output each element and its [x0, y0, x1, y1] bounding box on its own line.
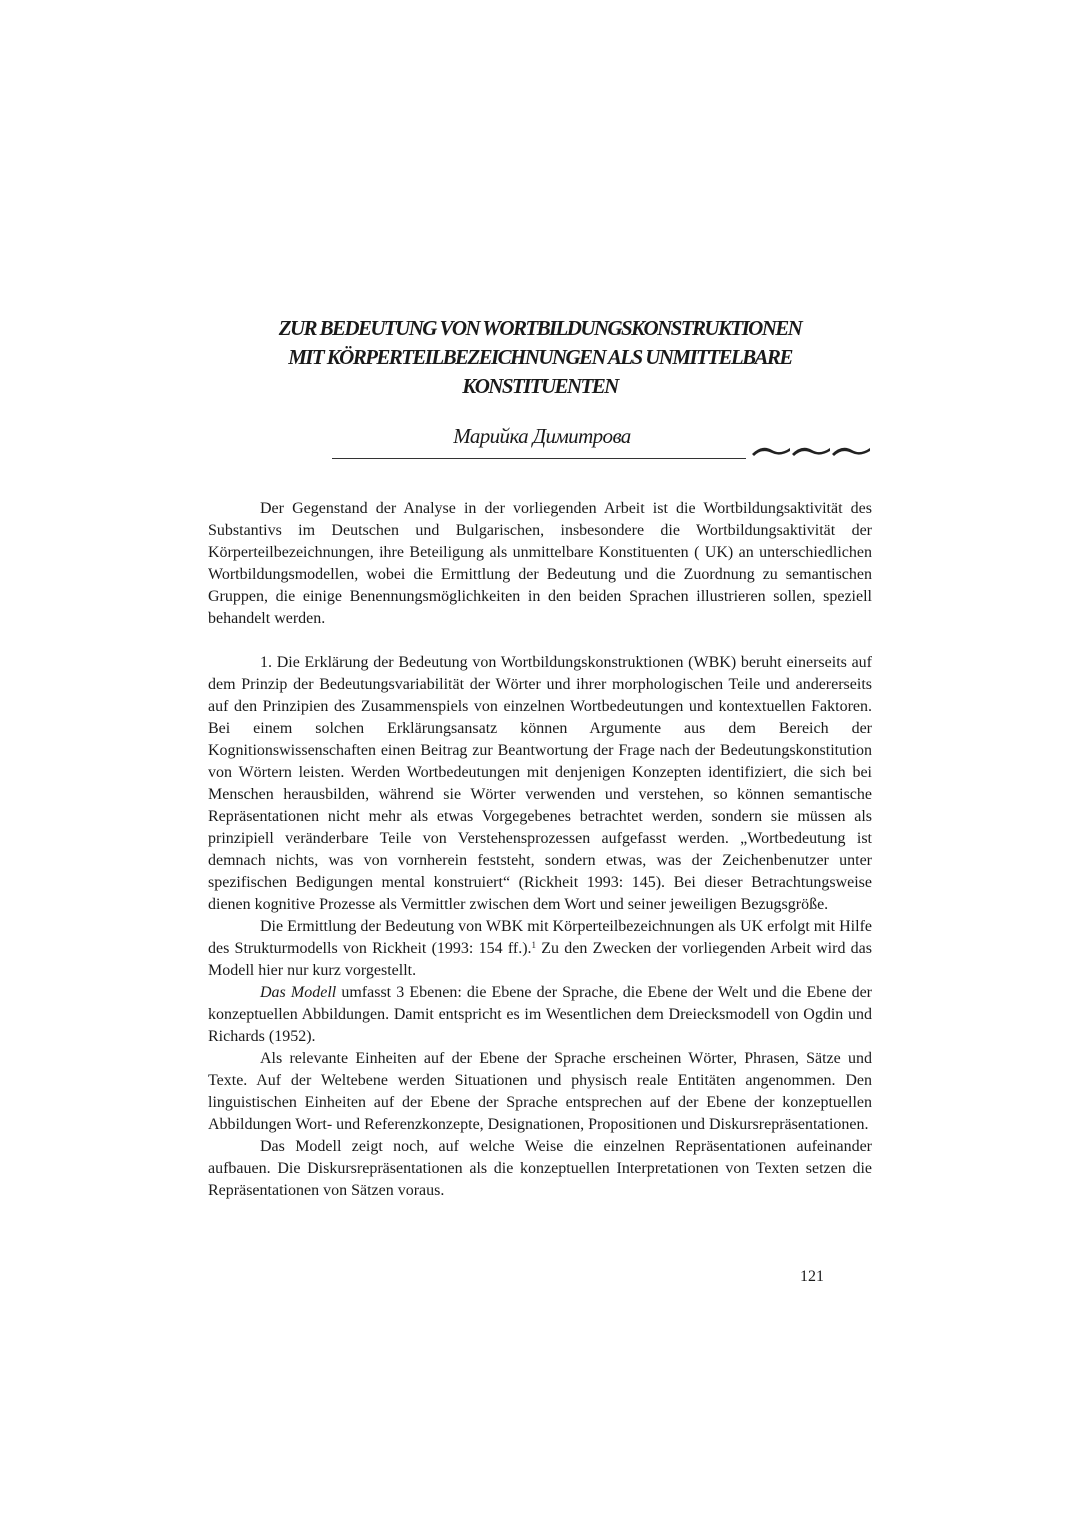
- title-line-3: KONSTITUENTEN: [462, 374, 618, 398]
- title-line-1: ZUR BEDEUTUNG VON WORTBILDUNGSKONSTRUKTIONEN: [278, 316, 802, 340]
- paragraph-intro: Der Gegenstand der Analyse in der vorliegenden Arbeit ist die Wortbildungsaktivität des Substantivs im Deutschen und Bulgarischen, insbesondere die Wortbildungsaktivität der Körperteilbezeichnungen, ihre Beteiligung als unmittelbare Konstituenten ( UK) an unterschiedlichen Wortbildungsmodellen, wobei die Ermittlung der Bedeutung und die Zuordnung zu semantischen Gruppen, die einige Benennungsmöglichkeiten in den beiden Sprachen illustrieren sollen, speziell behandelt werden.: [208, 500, 872, 627]
- paragraph-model-levels-text: umfasst 3 Ebenen: die Ebene der Sprache, die Ebene der Welt und die Ebene der konzeptuellen Abbildungen. Damit entspricht es im Wesentlichen dem Dreiecksmodell von Ogdin und Richards (1952).: [208, 984, 873, 1045]
- paragraph-model-intro-cont: Zu den Zwecken der vorliegenden Arbeit wird das Modell hier nur kurz vorgestellt.: [208, 940, 873, 979]
- title-line-2: MIT KÖRPERTEILBEZEICHNUNGEN ALS UNMITTELBARE: [288, 345, 792, 369]
- page-number: 121: [800, 1268, 824, 1285]
- article-body: [208, 498, 872, 1202]
- author-name: Марийка Димитрова: [453, 424, 631, 448]
- das-modell-italic: Das Modell: [260, 984, 337, 1001]
- decorative-ornament-icon: [750, 440, 874, 460]
- paragraph-units: Als relevante Einheiten auf der Ebene der Sprache erscheinen Wörter, Phrasen, Sätze und Texte. Auf der Weltebene werden Situationen und physisch reale Entitäten angenommen. Den linguistischen Einheiten auf der Ebene der Sprache entsprechen auf der Ebene der konzeptuellen Abbildungen Wort- und Referenzkonzepte, Designationen, Propositionen und Diskursrepräsentationen.: [208, 1050, 872, 1133]
- paragraph-section-1: 1. Die Erklärung der Bedeutung von Wortbildungskonstruktionen (WBK) beruht einerseits auf dem Prinzip der Bedeutungsvariabilität der Wörter und ihrer morphologischen Teile und andererseits auf den Prinzipien des Zusammenspiels von einzelnen Wortbedeutungen und kontextuellen Faktoren. Bei einem solchen Erklärungsansatz können Argumente aus dem Bereich der Kognitionswissenschaften einen Beitrag zur Beantwortung der Frage nach der Bedeutungskonstitution von Wörtern leisten. Werden Wortbedeutungen mit denjenigen Konzepten identifiziert, die sich bei Menschen herausbilden, während sie Wörter verwenden und verstehen, so können semantische Repräsentationen nicht mehr als etwas Vorgegebenes betrachtet werden, sondern sie müssen als prinzipiell veränderbare Teile von Verstehensprozessen aufgefasst werden. „Wortbedeutung ist demnach nichts, was von vornherein feststeht, sondern etwas, was der Zeichenbenutzer unter spezifischen Bedigungen mental konstruiert“ (Rickheit 1993: 145). Bei dieser Betrachtungsweise dienen kognitive Prozesse als Vermittler zwischen dem Wort und seiner jeweiligen Bezugsgröße.: [208, 654, 872, 913]
- footnote-marker: 1: [531, 940, 537, 950]
- paragraph-model-levels: [208, 982, 872, 1048]
- article-title: [150, 314, 930, 401]
- paragraph-representations: Das Modell zeigt noch, auf welche Weise die einzelnen Repräsentationen aufeinander aufbauen. Die Diskursrepräsentationen als die konzeptuellen Interpretationen von Texten setzen die Repräsentationen von Sätzen voraus.: [208, 1138, 872, 1199]
- paragraph-model-intro: [208, 916, 872, 982]
- author-underline: [332, 458, 746, 459]
- paragraph-model-intro-text: Die Ermittlung der Bedeutung von WBK mit Körperteilbezeichnungen als UK erfolgt mit Hilfe des Strukturmodells von Rickheit (1993: 154 ff.).: [208, 918, 872, 957]
